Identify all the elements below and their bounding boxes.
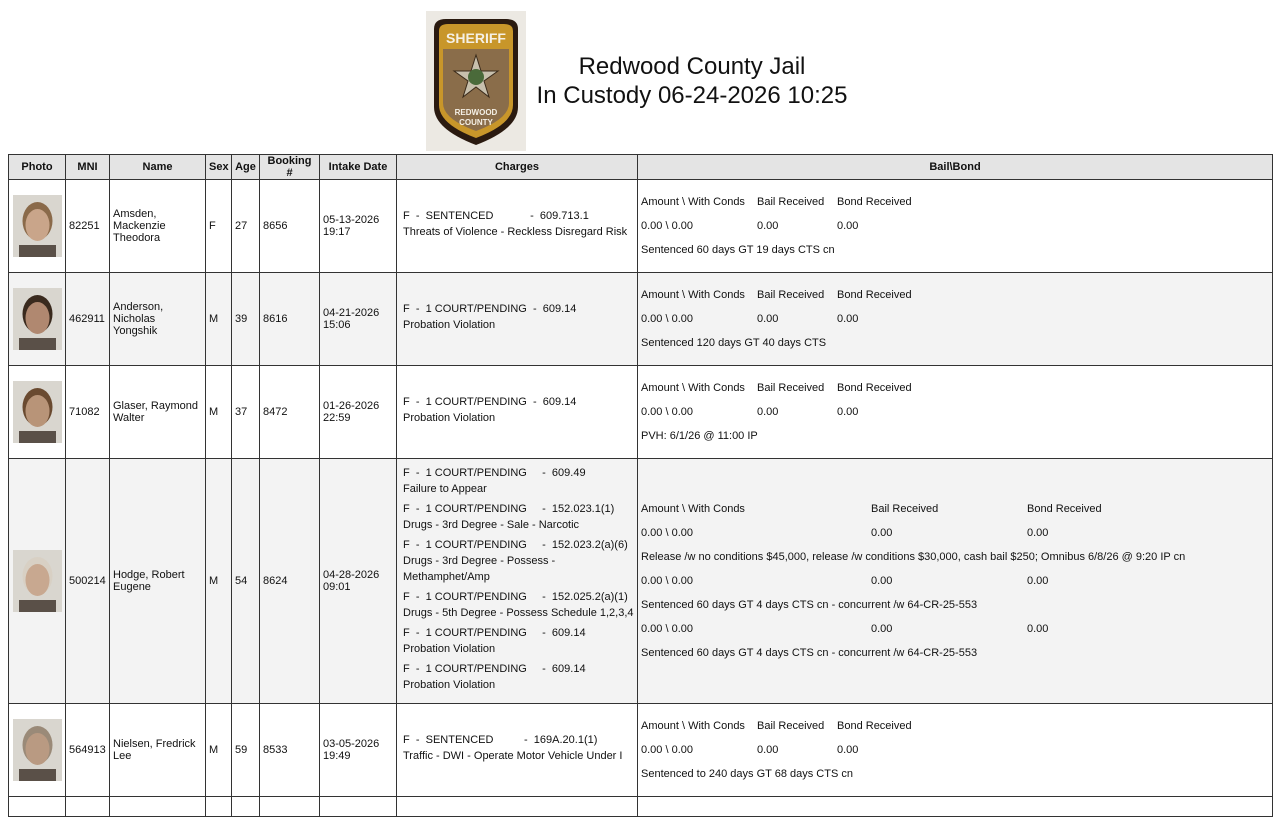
intake-date-cell: 01-26-2026 22:59 — [320, 366, 397, 459]
bail-received-value: 0.00 — [871, 623, 893, 635]
bail-bond-cell — [638, 180, 1273, 273]
table-row — [9, 704, 1273, 797]
sex-cell: M — [206, 366, 232, 459]
bond-received-value: 0.00 — [837, 744, 859, 756]
bail-label-row — [641, 501, 1269, 517]
table-row — [9, 459, 1273, 704]
bail-amount-value: 0.00 \ 0.00 — [641, 220, 693, 232]
intake-date-cell: 04-21-2026 15:06 — [320, 273, 397, 366]
bail-amount-value: 0.00 \ 0.00 — [641, 406, 693, 418]
charge-entry — [403, 301, 634, 333]
mni-cell: 462911 — [66, 273, 110, 366]
bail-label-row — [641, 718, 1269, 734]
col-header-booking: Booking # — [260, 155, 320, 180]
bail-note: Sentenced 60 days GT 4 days CTS cn - concurrent /w 64-CR-25-553 — [641, 599, 978, 611]
col-header-sex: Sex — [206, 155, 232, 180]
col-header-photo: Photo — [9, 155, 66, 180]
bond-received-value: 0.00 — [1027, 527, 1049, 539]
sex-cell: M — [206, 704, 232, 797]
bond-received-value: 0.00 — [837, 220, 859, 232]
photo-cell — [9, 273, 66, 366]
bail-amount-value: 0.00 \ 0.00 — [641, 313, 693, 325]
bail-received-value: 0.00 — [757, 406, 779, 418]
bail-received-label: Bail Received — [757, 289, 825, 301]
photo-cell — [9, 459, 66, 704]
col-header-mni: MNI — [66, 155, 110, 180]
mugshot-photo[interactable] — [13, 381, 62, 443]
bail-note: PVH: 6/1/26 @ 11:00 IP — [641, 430, 758, 442]
bail-bond-cell — [638, 366, 1273, 459]
booking-cell: 8656 — [260, 180, 320, 273]
col-header-charges: Charges — [397, 155, 638, 180]
photo-cell — [9, 704, 66, 797]
charge-statute: F - SENTENCED - 169A.20.1(1) — [403, 734, 598, 746]
bail-received-value: 0.00 — [871, 527, 893, 539]
bail-bond-cell — [638, 704, 1273, 797]
charges-cell — [397, 704, 638, 797]
col-header-bail-bond: Bail\Bond — [638, 155, 1273, 180]
mugshot-photo[interactable] — [13, 550, 62, 612]
charges-cell — [397, 366, 638, 459]
bond-received-label: Bond Received — [837, 289, 912, 301]
bond-received-label: Bond Received — [837, 720, 912, 732]
bail-value-row — [641, 404, 1269, 420]
bail-amount-value: 0.00 \ 0.00 — [641, 575, 693, 587]
charge-entry — [403, 589, 634, 621]
sex-cell: M — [206, 459, 232, 704]
col-header-intake-date: Intake Date — [320, 155, 397, 180]
age-cell: 39 — [232, 273, 260, 366]
mni-cell: 82251 — [66, 180, 110, 273]
bail-label-row — [641, 380, 1269, 396]
bail-bond-cell — [638, 273, 1273, 366]
bail-amount-value: 0.00 \ 0.00 — [641, 744, 693, 756]
table-row — [9, 273, 1273, 366]
charges-cell — [397, 180, 638, 273]
name-cell: Nielsen, Fredrick Lee — [110, 704, 206, 797]
bail-amount-label: Amount \ With Conds — [641, 196, 745, 208]
booking-cell: 8616 — [260, 273, 320, 366]
charge-statute: F - 1 COURT/PENDING - 609.14 — [403, 303, 577, 315]
name-cell: Glaser, Raymond Walter — [110, 366, 206, 459]
bond-received-label: Bond Received — [837, 382, 912, 394]
bail-value-row — [641, 525, 1269, 541]
charge-entry — [403, 732, 634, 764]
bail-received-value: 0.00 — [757, 313, 779, 325]
sex-cell: M — [206, 273, 232, 366]
page-header — [0, 0, 1280, 154]
charge-statute: F - 1 COURT/PENDING - 609.49 — [403, 467, 586, 479]
bail-note: Sentenced 60 days GT 19 days CTS cn — [641, 244, 835, 256]
charge-entry — [403, 661, 634, 693]
table-header-row — [9, 155, 1273, 180]
charge-statute: F - 1 COURT/PENDING - 609.14 — [403, 627, 586, 639]
bail-value-row — [641, 218, 1269, 234]
col-header-name: Name — [110, 155, 206, 180]
charges-cell — [397, 459, 638, 704]
charge-description: Probation Violation — [403, 679, 496, 691]
table-row — [9, 366, 1273, 459]
photo-cell — [9, 180, 66, 273]
table-row — [9, 180, 1273, 273]
photo-cell — [9, 366, 66, 459]
booking-cell: 8624 — [260, 459, 320, 704]
charge-entry — [403, 208, 634, 240]
charge-description: Probation Violation — [403, 319, 496, 331]
charge-statute: F - 1 COURT/PENDING - 609.14 — [403, 396, 577, 408]
bail-amount-label: Amount \ With Conds — [641, 382, 745, 394]
bail-value-row — [641, 311, 1269, 327]
name-cell: Anderson, Nicholas Yongshik — [110, 273, 206, 366]
mugshot-photo[interactable] — [13, 195, 62, 257]
charge-entry — [403, 537, 634, 585]
bail-label-row — [641, 287, 1269, 303]
mni-cell: 564913 — [66, 704, 110, 797]
svg-text:COUNTY: COUNTY — [459, 118, 493, 127]
charge-description: Failure to Appear — [403, 483, 487, 495]
bond-received-value: 0.00 — [1027, 623, 1049, 635]
mni-cell: 500214 — [66, 459, 110, 704]
bail-received-label: Bail Received — [757, 196, 825, 208]
name-cell: Hodge, Robert Eugene — [110, 459, 206, 704]
bail-received-value: 0.00 — [757, 220, 779, 232]
charge-description: Drugs - 5th Degree - Possess Schedule 1,2,3,4 — [403, 607, 634, 619]
bail-amount-label: Amount \ With Conds — [641, 289, 745, 301]
charge-description: Probation Violation — [403, 412, 496, 424]
sex-cell: F — [206, 180, 232, 273]
charge-entry — [403, 625, 634, 657]
bail-amount-label: Amount \ With Conds — [641, 503, 745, 515]
bail-received-label: Bail Received — [871, 503, 939, 515]
bail-amount-value: 0.00 \ 0.00 — [641, 527, 693, 539]
bond-received-label: Bond Received — [837, 196, 912, 208]
bail-received-value: 0.00 — [871, 575, 893, 587]
svg-text:SHERIFF: SHERIFF — [446, 30, 506, 46]
bail-received-label: Bail Received — [757, 720, 825, 732]
col-header-age: Age — [232, 155, 260, 180]
charge-statute: F - 1 COURT/PENDING - 609.14 — [403, 663, 586, 675]
charge-entry — [403, 501, 634, 533]
age-cell: 27 — [232, 180, 260, 273]
name-cell: Amsden, Mackenzie Theodora — [110, 180, 206, 273]
bail-value-row — [641, 742, 1269, 758]
bond-received-label: Bond Received — [1027, 503, 1102, 515]
bail-bond-cell — [638, 459, 1273, 704]
bail-value-row — [641, 621, 1269, 637]
mni-cell: 71082 — [66, 366, 110, 459]
mugshot-photo[interactable] — [13, 288, 62, 350]
bail-note: Sentenced 60 days GT 4 days CTS cn - concurrent /w 64-CR-25-553 — [641, 647, 978, 659]
inmate-roster-table — [8, 154, 1273, 817]
title-jail-name: Redwood County Jail — [578, 53, 806, 80]
bail-note: Release /w no conditions $45,000, release /w conditions $30,000, cash bail $250; Omnibus 6/8/26 @ 9:20 IP cn — [641, 551, 1186, 563]
bond-received-value: 0.00 — [837, 406, 859, 418]
charge-statute: F - 1 COURT/PENDING - 152.023.1(1) — [403, 503, 615, 515]
page-title — [530, 52, 854, 110]
charge-description: Drugs - 3rd Degree - Possess - Methamphet/Amp — [403, 555, 556, 583]
age-cell: 37 — [232, 366, 260, 459]
charge-description: Probation Violation — [403, 643, 496, 655]
bail-value-row — [641, 573, 1269, 589]
charges-cell — [397, 273, 638, 366]
bail-amount-value: 0.00 \ 0.00 — [641, 623, 693, 635]
age-cell: 59 — [232, 704, 260, 797]
intake-date-cell: 04-28-2026 09:01 — [320, 459, 397, 704]
bail-amount-label: Amount \ With Conds — [641, 720, 745, 732]
charge-description: Traffic - DWI - Operate Motor Vehicle Under I — [403, 750, 623, 762]
charge-description: Threats of Violence - Reckless Disregard Risk — [403, 226, 628, 238]
bail-label-row — [641, 194, 1269, 210]
charge-statute: F - SENTENCED - 609.713.1 — [403, 210, 589, 222]
bail-received-value: 0.00 — [757, 744, 779, 756]
bond-received-value: 0.00 — [1027, 575, 1049, 587]
bail-note: Sentenced 120 days GT 40 days CTS — [641, 337, 827, 349]
age-cell: 54 — [232, 459, 260, 704]
intake-date-cell: 05-13-2026 19:17 — [320, 180, 397, 273]
sheriff-badge-logo — [426, 11, 526, 151]
bail-received-label: Bail Received — [757, 382, 825, 394]
charge-entry — [403, 465, 634, 497]
bond-received-value: 0.00 — [837, 313, 859, 325]
booking-cell: 8472 — [260, 366, 320, 459]
mugshot-photo[interactable] — [13, 719, 62, 781]
booking-cell: 8533 — [260, 704, 320, 797]
intake-date-cell: 03-05-2026 19:49 — [320, 704, 397, 797]
title-custody-timestamp: In Custody 06-24-2026 10:25 — [536, 82, 848, 109]
charge-description: Drugs - 3rd Degree - Sale - Narcotic — [403, 519, 580, 531]
charge-entry — [403, 394, 634, 426]
bail-note: Sentenced to 240 days GT 68 days CTS cn — [641, 768, 853, 780]
charge-statute: F - 1 COURT/PENDING - 152.025.2(a)(1) — [403, 591, 628, 603]
charge-statute: F - 1 COURT/PENDING - 152.023.2(a)(6) — [403, 539, 628, 551]
svg-text:REDWOOD: REDWOOD — [454, 108, 498, 117]
